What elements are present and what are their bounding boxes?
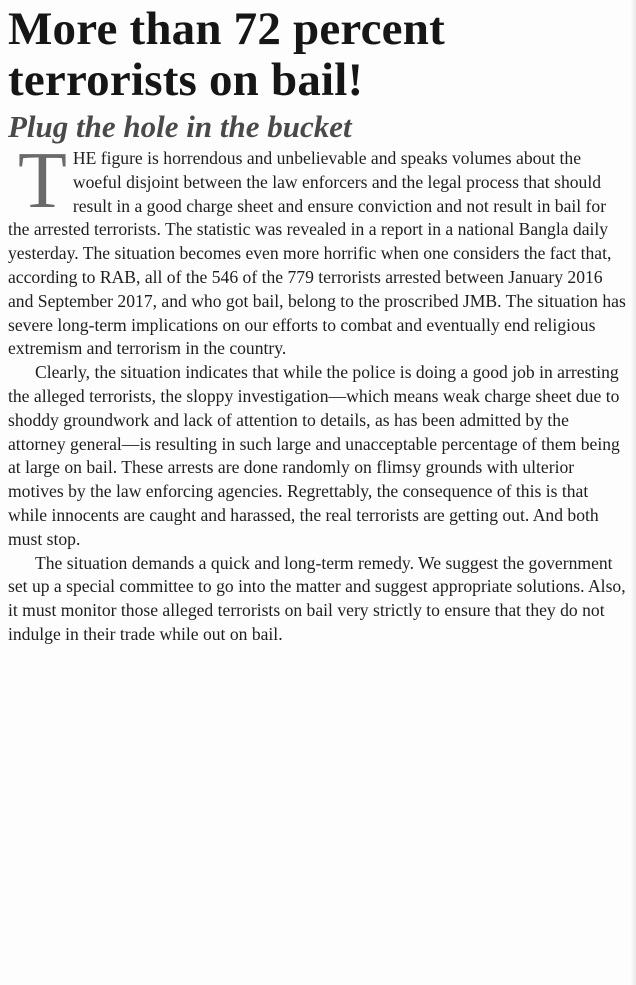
paragraph-1-text: HE figure is horrendous and unbelievable and speaks volumes about the woeful disjoint between the law enforcers and the legal process that should result in a good charge sheet and ensure conviction and not result in bail for the arrested terrorists. The statistic was revealed in a report in a national Bangla daily yesterday. The situation becomes even more horrific when one considers the fact that, according to RAB, all of the 546 of the 779 terrorists arrested between January 2016 and September 2017, and who got bail, belong to the proscribed JMB. The situation has severe long-term implications on our efforts to combat and eventually end religious extremism and terrorism in the country. [8,148,626,359]
paragraph-3: The situation demands a quick and long-term remedy. We suggest the government set up a special committee to go into the matter and suggest appropriate solutions. Also, it must monitor those alleged terrorists on bail very strictly to ensure that they do not indulge in their trade while out on bail. [8,552,626,644]
headline [8,4,626,106]
paragraph-2: Clearly, the situation indicates that while the police is doing a good job in arresting the alleged terrorists, the sloppy investigation—which means weak charge sheet due to shoddy groundwork and lack of attention to details, as has been admitted by the attorney general—is resulting in such large and unacceptable percentage of them being at large on bail. These arrests are done randomly on flimsy grounds with ulterior motives by the law enforcing agencies. Regrettably, the consequence of this is that while innocents are caught and harassed, the real terrorists are getting out. And both must stop. [8,362,620,549]
headline-line-1: More than 72 percent [8,3,445,55]
drop-cap: T [18,137,67,225]
subheadline: Plug the hole in the bucket [8,109,352,144]
page-edge-shadow [630,0,636,985]
paragraph-1 [8,137,626,361]
article-body [8,137,626,647]
headline-line-2: terrorists on bail! [8,54,364,106]
